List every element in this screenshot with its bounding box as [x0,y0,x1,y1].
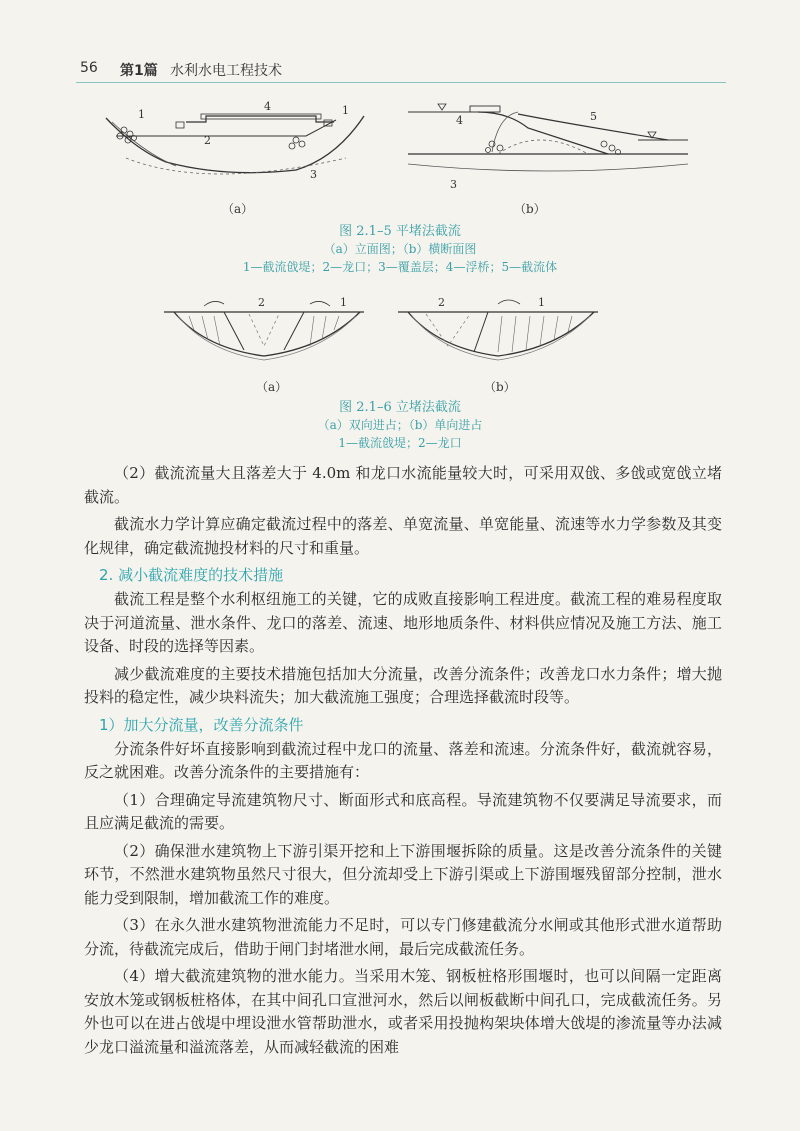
fig5a-label-1-left: 1 [138,108,145,121]
fig5b-label-4: 4 [456,114,463,127]
section-heading: 1）加大分流量，改善分流条件 [99,715,304,734]
fig6-title: 图 2.1–6 立堵法截流 [339,400,461,415]
body-text [84,462,722,1063]
fig5b-label-3: 3 [450,178,457,191]
running-header [76,56,726,83]
fig6-caption-1: （a）双向进占；（b）单向进占 [317,418,483,432]
fig6-sub-a: （a） [256,380,288,394]
figure-2-1-6b [398,290,608,370]
page-number: 56 [80,60,98,76]
fig5-caption-1: （a）立面图；（b）横断面图 [323,242,477,256]
fig5a-label-2: 2 [204,134,211,147]
fig6b-label-2: 2 [438,296,445,309]
section-heading: 2. 减小截流难度的技术措施 [99,566,284,584]
fig6a-label-2: 2 [258,296,265,309]
paragraph: 截流工程是整个水利枢纽施工的关键，它的成败直接影响工程进度。截流工程的难易程度取决于河道流量、泄水条件、龙口的落差、流速、地形地质条件、材料供应情况及施工方法、施工设备、时段的选择等因素。 [84,590,722,655]
paragraph: （1）合理确定导流建筑物尺寸、断面形式和底高程。导流建筑物不仅要满足导流要求，而且应满足截流的需要。 [84,790,722,832]
fig5a-label-3: 3 [310,168,317,181]
fig5-sub-a: （a） [222,202,254,216]
figure-2-1-5b [408,92,698,192]
fig5-title: 图 2.1–5 平堵法截流 [339,224,461,239]
fig6-sub-b: （b） [484,380,516,394]
fig5-caption-2: 1—截流戗堤；2—龙口；3—覆盖层；4—浮桥；5—截流体 [242,260,558,274]
paragraph: （2）截流流量大且落差大于 4.0m 和龙口水流能量较大时，可采用双戗、多戗或宽戗立堵截流。 [84,464,722,506]
paragraph: （4）增大截流建筑物的泄水能力。当采用木笼、钢板桩格形围堰时，也可以间隔一定距离安放木笼或钢板桩格体，在其中间孔口宣泄河水，然后以闸板截断中间孔口，完成截流任务。另外也可以在进占戗堤中埋设泄水管帮助泄水，或者采用投抛构架块体增大戗堤的渗流量等办法减少龙口溢流量和溢流落差，从而减轻截流的困难 [84,967,722,1056]
paragraph: 截流水力学计算应确定截流过程中的落差、单宽流量、单宽能量、流速等水力学参数及其变化规律，确定截流抛投材料的尺寸和重量。 [84,515,722,557]
figure-2-1-6a [164,290,374,370]
fig6-caption-2: 1—截流戗堤；2—龙口 [338,436,462,450]
fig5b-label-5: 5 [590,110,597,123]
paragraph: （2）确保泄水建筑物上下游引渠开挖和上下游围堰拆除的质量。这是改善分流条件的关键环节，不然泄水建筑物虽然尺寸很大，但分流却受上下游引渠或上下游围堰残留部分控制，泄水能力受到限制，增加截流工作的难度。 [84,841,722,907]
fig6a-label-1: 1 [340,296,347,309]
paragraph: （3）在永久泄水建筑物泄流能力不足时，可以专门修建截流分水闸或其他形式泄水道帮助分流，待截流完成后，借助于闸门封堵泄水闸，最后完成截流任务。 [84,916,722,958]
fig5a-label-4: 4 [264,100,271,113]
part-title: 水利水电工程技术 [170,63,282,79]
part-label: 第1篇 [120,63,158,79]
fig6b-label-1: 1 [538,296,545,309]
fig5a-label-1-right: 1 [342,104,349,117]
paragraph: 分流条件好坏直接影响到截流过程中龙口的流量、落差和流速。分流条件好，截流就容易，反之就困难。改善分流条件的主要措施有： [84,739,722,781]
fig5-sub-b: （b） [514,202,546,216]
paragraph: 减少截流难度的主要技术措施包括加大分流量，改善分流条件；改善龙口水力条件；增大抛投料的稳定性，减少块料流失；加大截流施工强度；合理选择截流时段等。 [84,664,722,706]
figure-2-1-5a [106,100,366,192]
